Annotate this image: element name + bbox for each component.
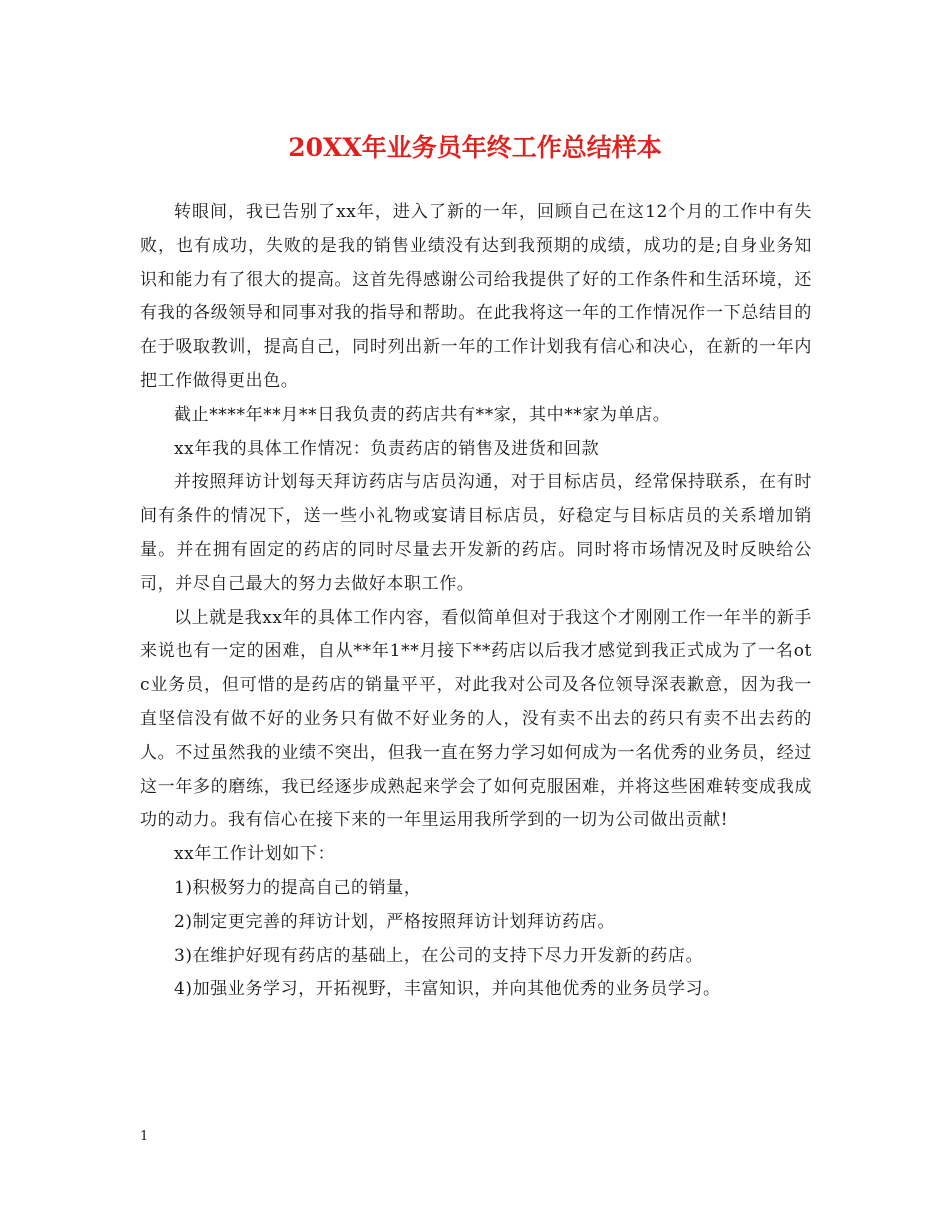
page-number: 1 — [140, 1129, 149, 1144]
paragraph-reflection: 以上就是我xx年的具体工作内容，看似简单但对于我这个才刚刚工作一年半的新手来说也有一定的困难，自从**年1**月接下**药店以后我才感觉到我正式成为了一名otc业务员，但可惜的是药店的销量平平，对此我对公司及各位领导深表歉意，因为我一直坚信没有做不好的业务只有做不好业务的人，没有卖不出去的药只有卖不出去药的人。不过虽然我的业绩不突出，但我一直在努力学习如何成为一名优秀的业务员，经过这一年多的磨练，我已经逐步成熟起来学会了如何克服困难，并将这些困难转变成我成功的动力。我有信心在接下来的一年里运用我所学到的一切为公司做出贡献! — [140, 607, 812, 831]
paragraph-visit-plan: 并按照拜访计划每天拜访药店与店员沟通，对于目标店员，经常保持联系，在有时间有条件的情况下，送一些小礼物或宴请目标店员，好稳定与目标店员的关系增加销量。并在拥有固定的药店的同时尽量去开发新的药店。同时将市场情况及时反映给公司，并尽自己最大的努力去做好本职工作。 — [140, 472, 812, 594]
paragraph-work-situation: xx年我的具体工作情况：负责药店的销售及进货和回款 — [174, 438, 600, 459]
paragraph-plan-heading: xx年工作计划如下： — [174, 844, 336, 865]
document-title: 20XX年业务员年终工作总结样本 — [288, 133, 662, 162]
plan-item-1: 1)积极努力的提高自己的销量， — [174, 877, 422, 898]
plan-item-4: 4)加强业务学习，开拓视野，丰富知识，并向其他优秀的业务员学习。 — [174, 979, 721, 1000]
plan-item-2: 2)制定更完善的拜访计划，严格按照拜访计划拜访药店。 — [174, 911, 616, 932]
plan-item-3: 3)在维护好现有药店的基础上，在公司的支持下尽力开发新的药店。 — [174, 945, 704, 966]
document-body — [140, 196, 812, 1007]
paragraph-intro: 转眼间，我已告别了xx年，进入了新的一年，回顾自己在这12个月的工作中有失败，也有成功，失败的是我的销售业绩没有达到我预期的成绩，成功的是;自身业务知识和能力有了很大的提高。这首先得感谢公司给我提供了好的工作条件和生活环境，还有我的各级领导和同事对我的指导和帮助。在此我将这一年的工作情况作一下总结目的在于吸取教训，提高自己，同时列出新一年的工作计划我有信心和决心，在新的一年内把工作做得更出色。 — [140, 202, 812, 391]
paragraph-store-count: 截止****年**月**日我负责的药店共有**家，其中**家为单店。 — [174, 404, 671, 425]
